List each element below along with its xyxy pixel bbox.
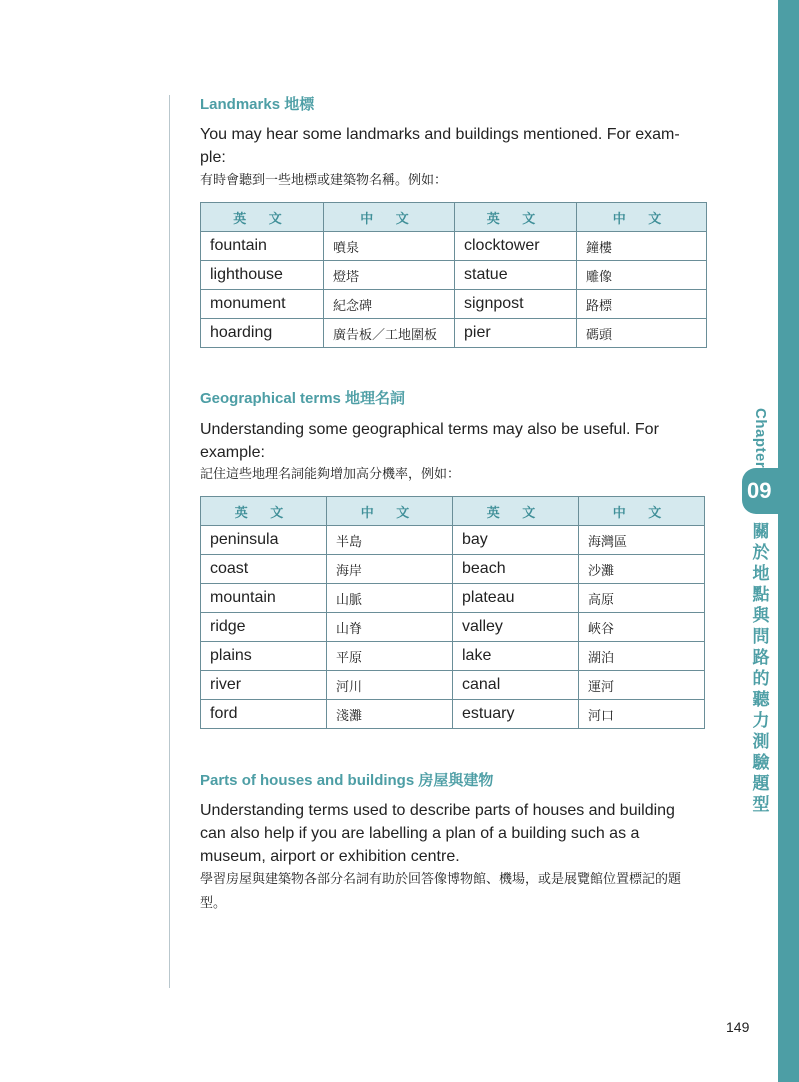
houses-intro-cn: 學習房屋與建築物各部分名詞有助於回答像博物館、機場，或是展覽館位置標記的題型。: [200, 872, 682, 911]
header-cell: 中 文: [577, 203, 707, 232]
table-cell: 碼頭: [577, 319, 707, 348]
table-row: [201, 671, 705, 700]
table-cell: canal: [453, 671, 579, 700]
header-cell: 英 文: [455, 203, 577, 232]
table-cell: 燈塔: [324, 261, 455, 290]
table-cell: pier: [455, 319, 577, 348]
table-cell: ford: [201, 700, 327, 729]
houses-heading: Parts of houses and buildings 房屋與建物: [200, 772, 494, 789]
page-number: 149: [726, 1019, 750, 1035]
houses-intro: Understanding terms used to describe parts of houses and building can also help if you are labelling a plan of a building such as a museum, airport or exhibition centre.: [200, 802, 675, 865]
table-cell: 紀念碑: [324, 290, 455, 319]
table-cell: lake: [453, 642, 579, 671]
table-cell: monument: [201, 290, 324, 319]
chapter-number: 09: [747, 478, 772, 503]
table-cell: clocktower: [455, 232, 577, 261]
landmarks-intro: You may hear some landmarks and buildings mentioned. For exam-ple:: [200, 126, 680, 166]
table-row: [201, 290, 707, 319]
table-header-row: [201, 497, 705, 526]
table-row: [201, 526, 705, 555]
table-cell: hoarding: [201, 319, 324, 348]
table-cell: 山脊: [327, 613, 453, 642]
table-header-row: [201, 203, 707, 232]
table-cell: valley: [453, 613, 579, 642]
table-cell: 淺灘: [327, 700, 453, 729]
chapter-side-strip: [778, 0, 799, 1082]
landmarks-heading: Landmarks 地標: [200, 96, 315, 113]
table-cell: river: [201, 671, 327, 700]
table-row: [201, 642, 705, 671]
geographical-intro: Understanding some geographical terms may also be useful. For example:: [200, 421, 659, 461]
table-cell: bay: [453, 526, 579, 555]
table-cell: plateau: [453, 584, 579, 613]
table-cell: peninsula: [201, 526, 327, 555]
header-cell: 英 文: [453, 497, 579, 526]
table-cell: signpost: [455, 290, 577, 319]
chapter-label: Chapter: [752, 408, 769, 469]
table-cell: 湖泊: [579, 642, 705, 671]
table-row: [201, 555, 705, 584]
header-cell: 英 文: [201, 203, 324, 232]
table-cell: mountain: [201, 584, 327, 613]
table-cell: fountain: [201, 232, 324, 261]
chapter-title-cn: 關 於 地 點 與 問 路 的 聽 力 測 驗 題 型: [752, 522, 770, 815]
table-cell: 河川: [327, 671, 453, 700]
margin-rule: [169, 95, 170, 988]
header-cell: 中 文: [324, 203, 455, 232]
table-cell: 峽谷: [579, 613, 705, 642]
table-cell: 山脈: [327, 584, 453, 613]
geographical-intro-cn: 記住這些地理名詞能夠增加高分機率，例如：: [200, 467, 461, 482]
header-cell: 英 文: [201, 497, 327, 526]
table-cell: 運河: [579, 671, 705, 700]
table-row: [201, 261, 707, 290]
table-row: [201, 700, 705, 729]
table-cell: 海灣區: [579, 526, 705, 555]
header-cell: 中 文: [327, 497, 453, 526]
geographical-heading: Geographical terms 地理名詞: [200, 390, 406, 407]
table-cell: 路標: [577, 290, 707, 319]
table-cell: estuary: [453, 700, 579, 729]
table-cell: 半島: [327, 526, 453, 555]
table-cell: 雕像: [577, 261, 707, 290]
table-cell: lighthouse: [201, 261, 324, 290]
table-cell: ridge: [201, 613, 327, 642]
table-cell: 高原: [579, 584, 705, 613]
table-cell: beach: [453, 555, 579, 584]
header-cell: 中 文: [579, 497, 705, 526]
table-cell: 廣告板／工地圍板: [324, 319, 455, 348]
table-cell: 平原: [327, 642, 453, 671]
table-cell: 海岸: [327, 555, 453, 584]
table-cell: 沙灘: [579, 555, 705, 584]
geographical-table: [200, 496, 705, 729]
landmarks-intro-cn: 有時會聽到一些地標或建築物名稱。例如：: [200, 173, 448, 188]
table-cell: coast: [201, 555, 327, 584]
table-row: [201, 232, 707, 261]
table-row: [201, 613, 705, 642]
table-cell: 噴泉: [324, 232, 455, 261]
table-cell: plains: [201, 642, 327, 671]
table-row: [201, 319, 707, 348]
table-cell: 河口: [579, 700, 705, 729]
landmarks-table: [200, 202, 707, 348]
table-cell: 鐘樓: [577, 232, 707, 261]
table-row: [201, 584, 705, 613]
table-cell: statue: [455, 261, 577, 290]
